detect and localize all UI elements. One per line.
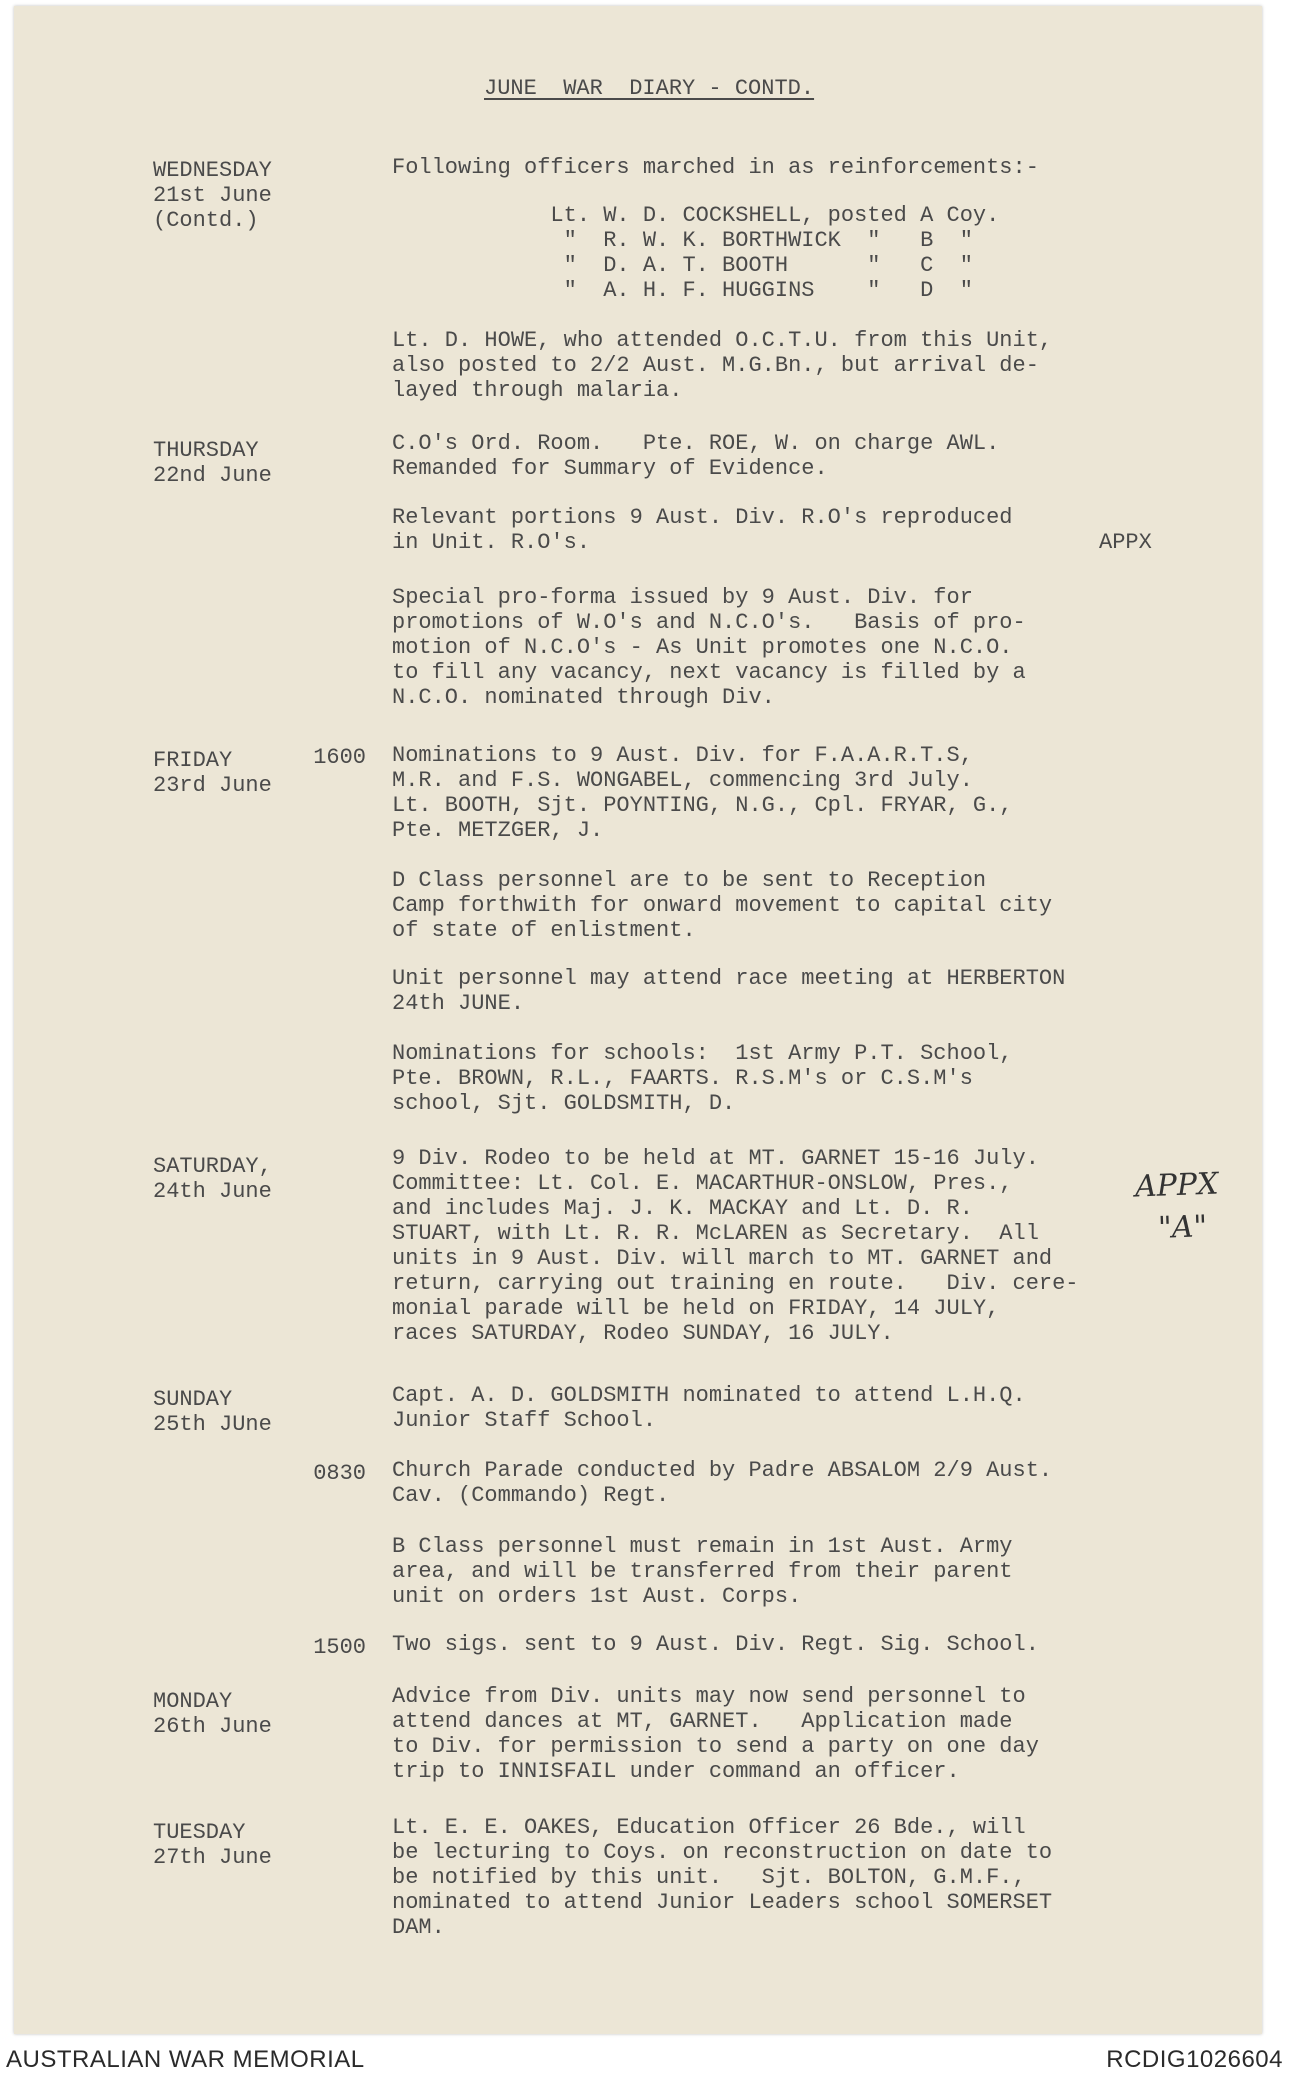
date-wednesday-21st: WEDNESDAY 21st June (Contd.) [153, 158, 272, 233]
entry-goldsmith-nomination: Capt. A. D. GOLDSMITH nominated to attend L.H.Q. Junior Staff School. [392, 1383, 1026, 1433]
time-1500: 1500 [313, 1635, 366, 1660]
time-0830: 0830 [313, 1461, 366, 1486]
appx-reference: APPX [1099, 530, 1152, 555]
entry-nominations-faarts: Nominations to 9 Aust. Div. for F.A.A.R.T.S, M.R. and F.S. WONGABEL, commencing 3rd July. Lt. BOOTH, Sjt. POYNTING, N.G., Cpl. FRYAR, G., Pte. METZGER, J. [392, 743, 1013, 843]
handwritten-appx: APPX [1134, 1166, 1219, 1205]
date-thursday-22nd: THURSDAY 22nd June [153, 438, 272, 488]
diary-title: JUNE WAR DIARY - CONTD. [484, 76, 815, 101]
entry-race-meeting: Unit personnel may attend race meeting at HERBERTON 24th JUNE. [392, 966, 1066, 1016]
date-friday-23rd: FRIDAY 23rd June [153, 748, 272, 798]
entry-co-ord-room: C.O's Ord. Room. Pte. ROE, W. on charge AWL. Remanded for Summary of Evidence. [392, 431, 1000, 481]
entry-relevant-portions: Relevant portions 9 Aust. Div. R.O's reproduced in Unit. R.O's. [392, 505, 1013, 555]
footer-institution: AUSTRALIAN WAR MEMORIAL [6, 2046, 365, 2073]
date-sunday-25th: SUNDAY 25th JUne [153, 1387, 272, 1437]
entry-pro-forma-promotions: Special pro-forma issued by 9 Aust. Div. for promotions of W.O's and N.C.O's. Basis of pro- motion of N.C.O's - As Unit promotes one N.C.O. to fill any vacancy, next vacancy is filled by a N.C.O. nominated through Div. [392, 585, 1026, 710]
entry-b-class-personnel: B Class personnel must remain in 1st Aust. Army area, and will be transferred from their parent unit on orders 1st Aust. Corps. [392, 1534, 1013, 1609]
date-monday-26th: MONDAY 26th June [153, 1689, 272, 1739]
entry-nominations-schools: Nominations for schools: 1st Army P.T. School, Pte. BROWN, R.L., FAARTS. R.S.M's or C.S.M's school, Sjt. GOLDSMITH, D. [392, 1041, 1013, 1116]
entry-church-parade: Church Parade conducted by Padre ABSALOM 2/9 Aust. Cav. (Commando) Regt. [392, 1458, 1053, 1508]
time-1600: 1600 [313, 745, 366, 770]
date-tuesday-27th: TUESDAY 27th June [153, 1820, 272, 1870]
entry-officers-list: Lt. W. D. COCKSHELL, posted A Coy. " R. W. K. BORTHWICK " B " " D. A. T. BOOTH " C " " A. H. F. HUGGINS " D " [550, 203, 1000, 303]
handwritten-a: "A" [1157, 1209, 1208, 1246]
entry-d-class-personnel: D Class personnel are to be sent to Reception Camp forthwith for onward movement to capital city of state of enlistment. [392, 868, 1053, 943]
entry-oakes-lecturing: Lt. E. E. OAKES, Education Officer 26 Bde., will be lecturing to Coys. on reconstruction on date to be notified by this unit. Sjt. BOLTON, G.M.F., nominated to attend Junior Leaders school SOMERSET DAM. [392, 1815, 1053, 1940]
footer-record-id: RCDIG1026604 [1106, 2046, 1283, 2073]
entry-rodeo: 9 Div. Rodeo to be held at MT. GARNET 15-16 July. Committee: Lt. Col. E. MACARTHUR-ONSLOW, Pres., and includes Maj. J. K. MACKAY and Lt. D. R. STUART, with Lt. R. R. McLAREN as Secretary. All units in 9 Aust. Div. will march to MT. GARNET and return, carrying out training en route. Div. cere- monial parade will be held on FRIDAY, 14 JULY, races SATURDAY, Rodeo SUNDAY, 16 JULY. [392, 1146, 1079, 1346]
entry-howe-posting: Lt. D. HOWE, who attended O.C.T.U. from this Unit, also posted to 2/2 Aust. M.G.Bn., but arrival de- layed through malaria. [392, 328, 1053, 403]
entry-reinforcements-intro: Following officers marched in as reinforcements:- [392, 155, 1039, 180]
entry-dances-innisfail: Advice from Div. units may now send personnel to attend dances at MT, GARNET. Application made to Div. for permission to send a party on one day trip to INNISFAIL under command an officer. [392, 1684, 1039, 1784]
date-saturday-24th: SATURDAY, 24th June [153, 1154, 272, 1204]
entry-sigs-school: Two sigs. sent to 9 Aust. Div. Regt. Sig. School. [392, 1632, 1039, 1657]
